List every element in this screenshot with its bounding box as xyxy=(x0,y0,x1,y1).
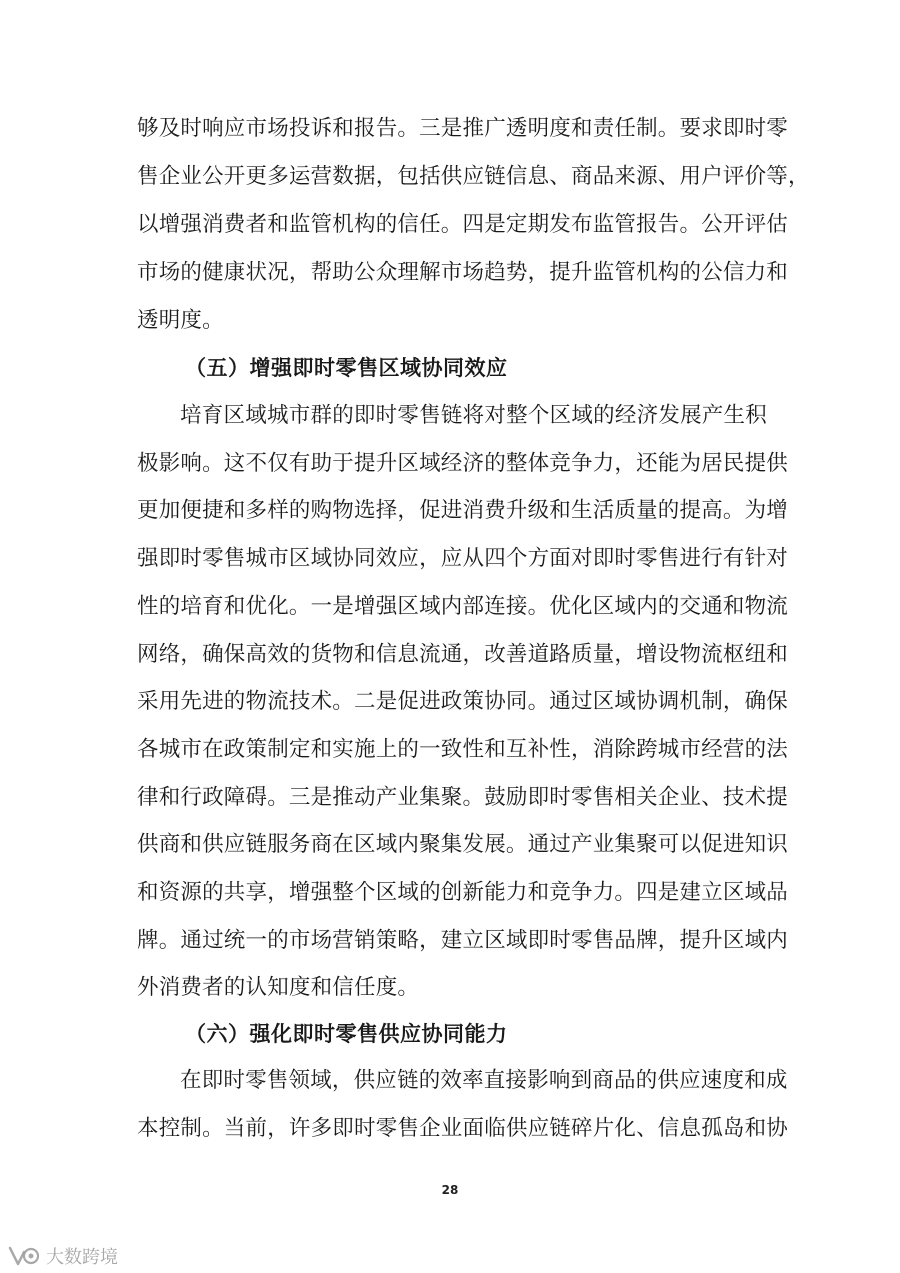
watermark-text: 大数跨境 xyxy=(46,1247,118,1268)
text-line: 和资源的共享，增强整个区域的创新能力和竞争力。四是建立区域品 xyxy=(137,880,789,905)
text-line: 强即时零售城市区域协同效应，应从四个方面对即时零售进行有针对 xyxy=(137,546,789,572)
text-line: 透明度。 xyxy=(137,308,224,333)
text-line: 网络，确保高效的货物和信息流通，改善道路质量，增设物流枢纽和 xyxy=(137,641,789,667)
text-line: 以增强消费者和监管机构的信任。四是定期发布监管报告。公开评估 xyxy=(137,212,789,237)
watermark xyxy=(6,1243,118,1269)
text-line: 培育区域城市群的即时零售链将对整个区域的经济发展产生积 xyxy=(180,403,767,428)
text-line: 市场的健康状况，帮助公众理解市场趋势，提升监管机构的公信力和 xyxy=(137,260,789,285)
text-line: 牌。通过统一的市场营销策略，建立区域即时零售品牌，提升区域内 xyxy=(137,927,789,953)
text-line: 各城市在政策制定和实施上的一致性和互补性，消除跨城市经营的法 xyxy=(137,736,789,762)
page-number: 28 xyxy=(441,1183,459,1197)
text-line: 外消费者的认知度和信任度。 xyxy=(137,975,420,1001)
text-line: 本控制。当前，许多即时零售企业面临供应链碎片化、信息孤岛和协 xyxy=(137,1116,789,1142)
text-line: 律和行政障碍。三是推动产业集聚。鼓励即时零售相关企业、技术提 xyxy=(137,784,789,810)
text-line: 售企业公开更多运营数据，包括供应链信息、商品来源、用户评价等， xyxy=(137,164,810,189)
section-heading: （六）强化即时零售供应协同能力 xyxy=(185,1021,508,1047)
text-line: 够及时响应市场投诉和报告。三是推广透明度和责任制。要求即时零 xyxy=(137,116,789,141)
text-line: 采用先进的物流技术。二是促进政策协同。通过区域协调机制，确保 xyxy=(137,689,789,715)
brand-logo-icon xyxy=(6,1244,40,1268)
section-heading: （五）增强即时零售区域协同效应 xyxy=(185,355,508,380)
text-line: 更加便捷和多样的购物选择，促进消费升级和生活质量的提高。为增 xyxy=(137,498,789,524)
text-line: 极影响。这不仅有助于提升区域经济的整体竞争力，还能为居民提供 xyxy=(137,450,789,476)
text-line: 供商和供应链服务商在区域内聚集发展。通过产业集聚可以促进知识 xyxy=(137,832,789,858)
text-line: 在即时零售领域，供应链的效率直接影响到商品的供应速度和成 xyxy=(180,1068,788,1094)
text-line: 性的培育和优化。一是增强区域内部连接。优化区域内的交通和物流 xyxy=(137,593,789,619)
